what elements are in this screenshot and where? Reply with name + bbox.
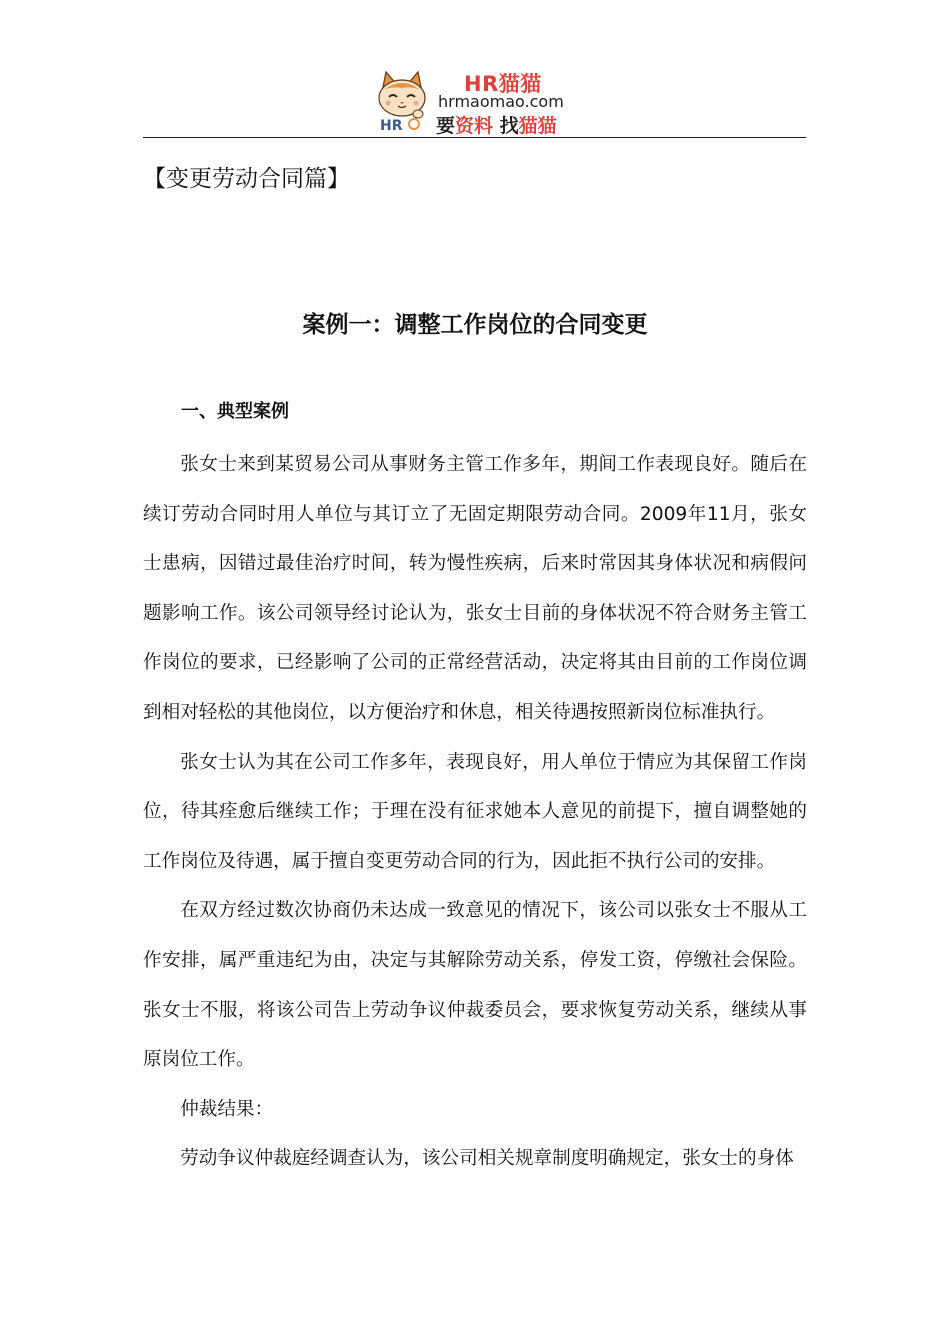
subheading: 一、典型案例 xyxy=(181,401,289,422)
cat-mascot-icon xyxy=(374,70,430,132)
svg-text:HR: HR xyxy=(380,118,403,132)
page-header xyxy=(0,0,950,140)
paragraph: 张女士来到某贸易公司从事财务主管工作多年，期间工作表现良好。随后在续订劳动合同时用人单位与其订立了无固定期限劳动合同。2009年11月，张女士患病，因错过最佳治疗时间，转为慢性疾病，后来时常因其身体状况和病假问题影响工作。该公司领导经讨论认为，张女士目前的身体状况不符合财务主管工作岗位的要求，已经影响了公司的正常经营活动，决定将其由目前的工作岗位调到相对轻松的其他岗位，以方便治疗和休息，相关待遇按照新岗位标准执行。 xyxy=(143,454,807,723)
section-tag: 【变更劳动合同篇】 xyxy=(143,166,350,192)
case-title: 案例一：调整工作岗位的合同变更 xyxy=(302,312,648,338)
brand-url: hrmaomao.com xyxy=(438,92,564,111)
header-divider xyxy=(143,137,806,138)
slogan-part: 猫猫 xyxy=(518,115,557,137)
paragraph: 张女士认为其在公司工作多年，表现良好，用人单位于情应为其保留工作岗位，待其痊愈后继续工作；于理在没有征求她本人意见的前提下，擅自调整她的工作岗位及待遇，属于擅自变更劳动合同的行为，因此拒不执行公司的安排。 xyxy=(143,751,807,872)
slogan-part: 资料 xyxy=(455,115,494,137)
paragraph: 劳动争议仲裁庭经调查认为，该公司相关规章制度明确规定，张女士的身体 xyxy=(180,1148,794,1170)
brand-slogan xyxy=(436,111,557,138)
paragraph: 仲裁结果： xyxy=(180,1098,274,1120)
body-text xyxy=(143,440,807,1184)
paragraph: 在双方经过数次协商仍未达成一致意见的情况下，该公司以张女士不服从工作安排，属严重违纪为由，决定与其解除劳动关系，停发工资，停缴社会保险。张女士不服，将该公司告上劳动争议仲裁委员会，要求恢复劳动关系，继续从事原岗位工作。 xyxy=(143,900,807,1071)
slogan-part: 找 xyxy=(493,115,519,137)
brand-title: HR猫猫 xyxy=(464,72,542,96)
slogan-part: 要 xyxy=(436,115,456,137)
